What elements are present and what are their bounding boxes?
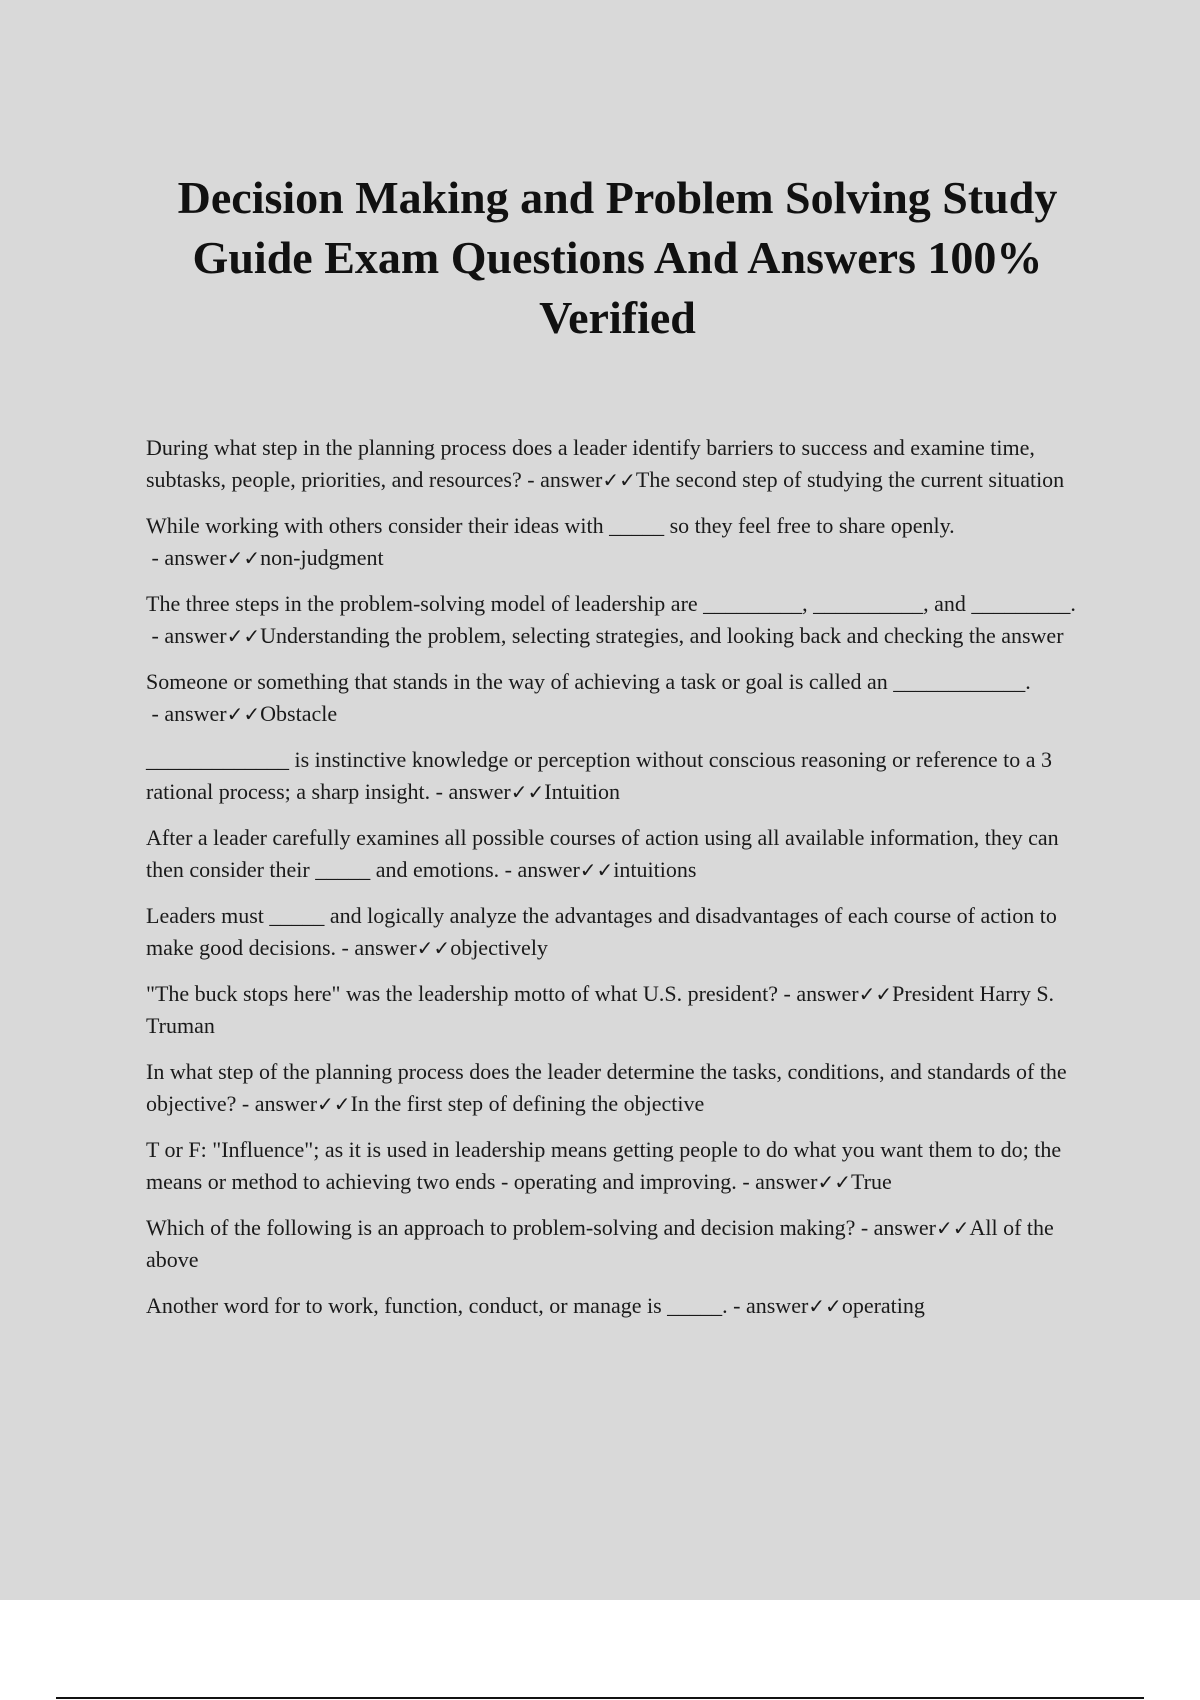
qa-item — [146, 900, 1086, 964]
answer-text: Understanding the problem, selecting strategies, and looking back and checking the answer — [260, 623, 1064, 648]
answer-prefix: answer — [796, 981, 859, 1006]
question-text: After a leader carefully examines all possible courses of action using all available information, they can then consider their _____ and emotions. — [146, 825, 1059, 882]
answer-prefix: answer — [755, 1169, 818, 1194]
answer-text: intuitions — [613, 857, 697, 882]
question-text: Someone or something that stands in the way of achieving a task or goal is called an ____________. — [146, 669, 1031, 694]
separator: - — [430, 779, 449, 804]
separator: - — [236, 1091, 255, 1116]
double-check-icon: ✓✓ — [579, 858, 614, 882]
question-text: Another word for to work, function, conduct, or manage is _____. — [146, 1293, 728, 1318]
answer-text: Intuition — [544, 779, 621, 804]
double-check-icon: ✓✓ — [226, 702, 261, 726]
separator: - — [336, 935, 355, 960]
question-text: _____________ is instinctive knowledge or perception without conscious reasoning or reference to a 3 rational process; a sharp insight. — [146, 747, 1053, 804]
footer-divider — [56, 1697, 1144, 1699]
answer-text: operating — [841, 1293, 925, 1318]
answer-prefix: answer — [540, 467, 603, 492]
separator: - — [146, 545, 165, 570]
answer-prefix: answer — [164, 545, 227, 570]
answer-prefix: answer — [517, 857, 580, 882]
question-text: While working with others consider their ideas with _____ so they feel free to share openly. — [146, 513, 955, 538]
question-text: Which of the following is an approach to problem-solving and decision making? — [146, 1215, 856, 1240]
separator: - — [777, 981, 797, 1006]
question-text: The three steps in the problem-solving model of leadership are _________, __________, and _________. — [146, 591, 1076, 616]
separator: - — [146, 701, 165, 726]
answer-text: All of the above — [146, 1215, 1054, 1272]
answer-text: Obstacle — [260, 701, 338, 726]
qa-item — [146, 1290, 1086, 1322]
qa-item — [146, 1056, 1086, 1120]
qa-item — [146, 1212, 1086, 1276]
double-check-icon: ✓✓ — [858, 982, 893, 1006]
double-check-icon: ✓✓ — [226, 624, 261, 648]
answer-prefix: answer — [164, 623, 227, 648]
double-check-icon: ✓✓ — [935, 1216, 970, 1240]
answer-prefix: answer — [254, 1091, 318, 1116]
qa-item — [146, 588, 1086, 652]
answer-prefix: answer — [354, 935, 417, 960]
qa-list — [146, 432, 1086, 1336]
question-text: In what step of the planning process does the leader determine the tasks, conditions, and standards of the objective? — [146, 1059, 1067, 1116]
separator: - — [146, 623, 165, 648]
separator: - — [727, 1293, 746, 1318]
question-text: "The buck stops here" was the leadership motto of what U.S. president? — [146, 981, 778, 1006]
qa-item — [146, 1134, 1086, 1198]
double-check-icon: ✓✓ — [602, 468, 636, 492]
separator: - — [855, 1215, 874, 1240]
answer-text: True — [850, 1169, 892, 1194]
double-check-icon: ✓✓ — [817, 1170, 851, 1194]
answer-prefix: answer — [164, 701, 227, 726]
answer-text: objectively — [450, 935, 548, 960]
double-check-icon: ✓✓ — [510, 780, 545, 804]
qa-item — [146, 432, 1086, 496]
qa-item — [146, 978, 1086, 1042]
double-check-icon: ✓✓ — [226, 546, 261, 570]
separator: - — [499, 857, 518, 882]
double-check-icon: ✓✓ — [416, 936, 451, 960]
separator: - — [736, 1169, 756, 1194]
answer-prefix: answer — [873, 1215, 936, 1240]
document-title: Decision Making and Problem Solving Study Guide Exam Questions And Answers 100% Verified — [177, 172, 1058, 343]
answer-text: President Harry S. Truman — [146, 981, 1055, 1038]
answer-prefix: answer — [745, 1293, 809, 1318]
qa-item — [146, 744, 1086, 808]
qa-item — [146, 510, 1086, 574]
answer-text: non-judgment — [260, 545, 384, 570]
separator: - — [521, 467, 541, 492]
double-check-icon: ✓✓ — [808, 1294, 842, 1318]
double-check-icon: ✓✓ — [317, 1092, 351, 1116]
question-text: During what step in the planning process does a leader identify barriers to success and examine time, subtasks, people, priorities, and resources? — [146, 435, 1035, 492]
question-text: T or F: "Influence"; as it is used in leadership means getting people to do what you want them to do; the means or method to achieving two ends - operating and improving. — [146, 1137, 1062, 1194]
answer-text: In the first step of defining the objective — [350, 1091, 705, 1116]
answer-text: The second step of studying the current situation — [635, 467, 1065, 492]
answer-prefix: answer — [448, 779, 511, 804]
qa-item — [146, 666, 1086, 730]
qa-item — [146, 822, 1086, 886]
question-text: Leaders must _____ and logically analyze the advantages and disadvantages of each course of action to make good decisions. — [146, 903, 1057, 960]
